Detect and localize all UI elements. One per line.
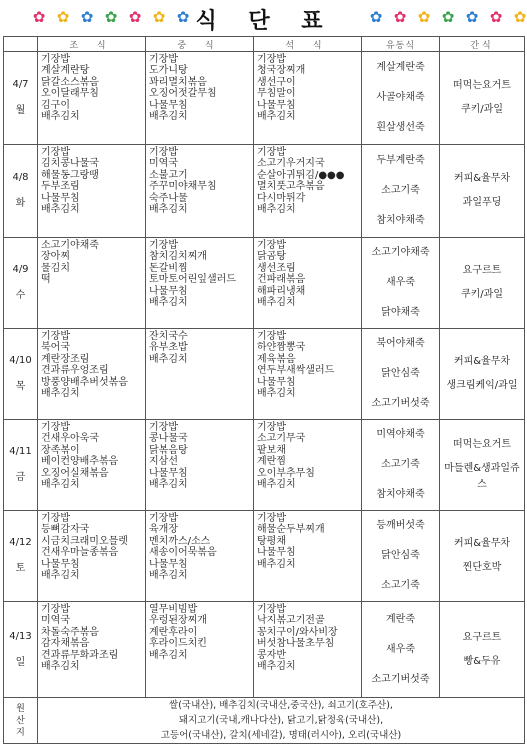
menu-item: 배추김치	[257, 203, 296, 215]
menu-item: 계란후라이	[149, 626, 198, 638]
menu-item: 나물무침	[257, 99, 296, 111]
menu-item: 견과류우엉조림	[41, 365, 109, 377]
liquid-item: 참치야채죽	[376, 215, 425, 226]
snack-item: 마들렌&생과일쥬스	[444, 463, 520, 490]
day-cell	[4, 602, 38, 698]
menu-item: 기장밥	[149, 422, 178, 433]
day-cell	[4, 420, 38, 511]
table-header-row	[4, 37, 525, 52]
snack-item: 생크림케익/과일	[446, 380, 518, 391]
date-label: 4/8	[12, 172, 29, 183]
breakfast-cell	[38, 145, 146, 238]
menu-item: 미역국	[41, 615, 70, 627]
weekday-label: 목	[15, 381, 26, 392]
liquid-item: 두부계란죽	[376, 155, 425, 166]
menu-item: 도가니탕	[149, 65, 188, 77]
flower-icon: ✿	[176, 8, 190, 26]
weekday-label: 월	[15, 105, 26, 116]
liquid-item: 새우죽	[386, 277, 415, 288]
date-label: 4/13	[9, 630, 32, 642]
lunch-cell	[146, 329, 254, 420]
liquid-cell	[362, 145, 440, 238]
menu-item: 떡	[41, 274, 51, 286]
snack-cell	[440, 329, 525, 420]
menu-item: 꽈리멸치볶음	[149, 76, 207, 88]
liquid-cell	[362, 602, 440, 698]
menu-item: 배추김치	[41, 110, 80, 122]
menu-item: 배추김치	[257, 387, 296, 399]
origin-text	[38, 698, 525, 744]
liquid-item: 등깨버섯죽	[376, 520, 425, 531]
menu-item: 유부초밥	[149, 342, 188, 354]
menu-item: 배추김치	[257, 478, 296, 490]
menu-item: 육개장	[149, 524, 178, 536]
liquid-cell	[362, 511, 440, 602]
dinner-cell	[254, 329, 362, 420]
menu-item: 나물무침	[149, 558, 188, 570]
menu-item: 열무비빔밥	[149, 604, 198, 615]
liquid-cell	[362, 420, 440, 511]
menu-item: 나물무침	[149, 99, 188, 111]
menu-item: 기장밥	[257, 54, 286, 65]
menu-item: 기장밥	[257, 422, 286, 433]
origin-line: 쌀(국내산), 배추김치(국내산,중국산), 쇠고기(호주산),	[169, 700, 393, 711]
header-liquid: 유동식	[362, 37, 440, 52]
weekday-label: 금	[15, 472, 26, 483]
weekday-label: 일	[15, 656, 26, 668]
menu-item: 우렁된장찌개	[149, 615, 207, 627]
menu-item: 기장밥	[41, 604, 70, 615]
lunch-cell	[146, 602, 254, 698]
menu-item: 나물무침	[257, 547, 296, 559]
weekday-label: 토	[15, 563, 26, 574]
liquid-item: 소고기버섯죽	[371, 673, 430, 685]
menu-item: 토마토어린잎샐러드	[149, 274, 236, 286]
menu-item: 등뼈감자국	[41, 524, 90, 536]
day-row	[4, 145, 525, 238]
snack-item: 커피&율무차	[453, 356, 511, 367]
menu-item: 콩나물국	[149, 433, 188, 445]
lunch-cell	[146, 145, 254, 238]
breakfast-cell	[38, 602, 146, 698]
menu-item: 기장밥	[41, 331, 70, 342]
menu-item: 계란장조림	[41, 353, 90, 365]
menu-item: 소고기무국	[257, 433, 306, 445]
menu-item: 물김치	[41, 262, 70, 274]
day-row	[4, 511, 525, 602]
menu-item: 미역국	[149, 158, 178, 170]
menu-item: 하얀짬뽕국	[257, 342, 306, 354]
breakfast-cell	[38, 238, 146, 329]
menu-item: 배추김치	[149, 110, 188, 122]
menu-item: 닭볶음탕	[149, 444, 188, 456]
snack-item: 과일푸딩	[462, 197, 502, 208]
flower-icon: ✿	[369, 8, 383, 26]
menu-item: 배추김치	[257, 296, 296, 308]
menu-item: 두부조림	[41, 181, 80, 193]
liquid-item: 소고기야채죽	[371, 247, 430, 258]
liquid-cell	[362, 52, 440, 145]
menu-item: 소고기야채죽	[41, 240, 99, 251]
weekday-label: 수	[15, 290, 26, 301]
menu-item: 시금치크래미오믈렛	[41, 535, 128, 547]
menu-item: 낙지볶고기전골	[257, 615, 325, 627]
menu-item: 감자채볶음	[41, 638, 90, 650]
liquid-item: 계란죽	[386, 613, 415, 625]
header-snack: 간식	[440, 37, 525, 52]
menu-item: 참치김치찌개	[149, 251, 207, 263]
flower-icon: ✿	[152, 8, 166, 26]
day-row	[4, 329, 525, 420]
flower-icon: ✿	[441, 8, 455, 26]
menu-item: 배추김치	[41, 478, 80, 490]
menu-item: 계란찜	[257, 456, 286, 468]
snack-cell	[440, 511, 525, 602]
liquid-item: 새우죽	[386, 643, 415, 655]
flower-icon: ✿	[56, 8, 70, 26]
menu-item: 나물무침	[41, 192, 80, 204]
menu-item: 기장밥	[149, 54, 178, 65]
flower-icon: ✿	[465, 8, 479, 26]
day-row	[4, 52, 525, 145]
page-title: 식 단 표	[195, 9, 335, 34]
flower-icon: ✿	[128, 8, 142, 26]
liquid-item: 북어야채죽	[376, 338, 425, 349]
date-label: 4/7	[12, 79, 29, 90]
menu-item: 지삼선	[149, 456, 178, 468]
origin-line: 돼지고기(국내,캐나다산), 닭고기,닭정육(국내산),	[178, 715, 384, 726]
menu-item: 차돌숙주볶음	[41, 626, 99, 638]
header-dinner: 석 식	[254, 37, 362, 52]
menu-item: 후라이드치킨	[149, 638, 207, 650]
menu-item: 소고기우거지국	[257, 158, 325, 170]
menu-item: 배추김치	[257, 558, 296, 570]
menu-item: 김구이	[41, 99, 70, 111]
menu-item: 기장밥	[257, 513, 286, 524]
header-lunch: 중 식	[146, 37, 254, 52]
snack-item: 떠먹는요거트	[453, 439, 511, 450]
menu-item: 방풍양배추버섯볶음	[41, 376, 128, 388]
menu-item: 기장밥	[257, 604, 286, 615]
menu-item: 팥보채	[257, 444, 286, 456]
snack-item: 커피&율무차	[453, 538, 511, 549]
liquid-item: 소고기죽	[381, 185, 420, 196]
snack-cell	[440, 238, 525, 329]
menu-item: 콩자반	[257, 649, 286, 661]
dinner-cell	[254, 52, 362, 145]
liquid-item: 사골야채죽	[376, 92, 425, 103]
menu-item: 기장밥	[41, 147, 70, 158]
flower-icon: ✿	[489, 8, 503, 26]
liquid-item: 소고기죽	[381, 580, 420, 591]
day-cell	[4, 238, 38, 329]
day-cell	[4, 52, 38, 145]
menu-item: 나물무침	[41, 558, 80, 570]
snack-item: 찐단호박	[462, 562, 502, 573]
header-blank	[4, 37, 38, 52]
menu-item: 새송이어묵볶음	[149, 547, 217, 559]
flower-decoration-right	[365, 6, 527, 28]
flower-icon: ✿	[104, 8, 118, 26]
breakfast-cell	[38, 329, 146, 420]
flower-icon: ✿	[32, 8, 46, 26]
menu-item: 나물무침	[149, 285, 188, 297]
menu-item: 버섯참나물초무침	[257, 638, 335, 650]
snack-item: 쿠키/과일	[460, 289, 503, 300]
date-label: 4/9	[12, 264, 29, 275]
liquid-item: 닭안심죽	[381, 368, 420, 379]
menu-item: 나물무침	[257, 376, 296, 388]
dinner-cell	[254, 238, 362, 329]
dinner-cell	[254, 145, 362, 238]
menu-item: 해물동그랑땡	[41, 169, 99, 181]
liquid-item: 미역야채죽	[376, 429, 425, 440]
menu-item: 주꾸미야채무침	[149, 181, 217, 193]
flower-icon: ✿	[393, 8, 407, 26]
menu-item: 나물무침	[149, 467, 188, 479]
menu-item: 배추김치	[149, 296, 188, 308]
snack-item: 쿠키/과일	[460, 104, 503, 115]
menu-item: 해물순두부찌개	[257, 524, 325, 536]
menu-item: 숙주나물	[149, 192, 188, 204]
lunch-cell	[146, 511, 254, 602]
menu-item: 다시마튀각	[257, 192, 306, 204]
snack-item: 요구르트	[462, 265, 502, 276]
menu-item: 장아찌	[41, 251, 70, 263]
breakfast-cell	[38, 420, 146, 511]
liquid-item: 닭안심죽	[381, 550, 420, 561]
menu-item: 소불고기	[149, 169, 188, 181]
menu-item: 닭곰탕	[257, 251, 286, 263]
liquid-item: 소고기죽	[381, 459, 420, 470]
menu-item: 오이부추무침	[257, 467, 315, 479]
flower-icon: ✿	[513, 8, 527, 26]
menu-item: 배추김치	[149, 649, 188, 661]
menu-item: 배추김치	[41, 569, 80, 581]
day-cell	[4, 511, 38, 602]
snack-item: 빵&두유	[463, 655, 501, 667]
day-row	[4, 420, 525, 511]
flower-icon: ✿	[80, 8, 94, 26]
menu-item: 기장밥	[257, 147, 286, 158]
menu-item: 배추김치	[41, 203, 80, 215]
menu-item: 멘치까스/소스	[149, 535, 211, 547]
menu-item: 계살계란탕	[41, 65, 90, 77]
day-cell	[4, 145, 38, 238]
menu-item: 무침말이	[257, 88, 296, 100]
liquid-item: 계살계란죽	[376, 62, 425, 73]
menu-item: 해파리냉채	[257, 285, 306, 297]
menu-item: 오징어실채볶음	[41, 467, 109, 479]
dinner-cell	[254, 602, 362, 698]
snack-cell	[440, 52, 525, 145]
menu-item: 건새우마늘종볶음	[41, 547, 119, 559]
menu-item: 기장밥	[41, 54, 70, 65]
menu-item: 기장밥	[149, 147, 178, 158]
liquid-item: 닭야채죽	[381, 307, 420, 318]
menu-item: 기장밥	[41, 513, 70, 524]
menu-item: 견과류무화과조림	[41, 649, 119, 661]
menu-item: 건새우아욱국	[41, 433, 99, 445]
liquid-item: 흰살생선죽	[376, 122, 425, 133]
snack-item: 요구르트	[462, 631, 502, 643]
header-breakfast: 조 식	[38, 37, 146, 52]
menu-item: 오징어젓갈무침	[149, 88, 217, 100]
snack-cell	[440, 145, 525, 238]
lunch-cell	[146, 238, 254, 329]
menu-item: 탕평채	[257, 535, 286, 547]
menu-item: 닭갈소스볶음	[41, 76, 99, 88]
menu-item: 장족볶이	[41, 444, 80, 456]
menu-item: 배추김치	[257, 660, 296, 672]
origin-row	[4, 698, 525, 744]
day-row	[4, 238, 525, 329]
menu-item: 배추김치	[41, 387, 80, 399]
liquid-cell	[362, 329, 440, 420]
menu-item: 북어국	[41, 342, 70, 354]
origin-line: 고등어(국내산), 갈치(세네갈), 명태(러시아), 오리(국내산)	[160, 730, 402, 741]
flower-icon: ✿	[417, 8, 431, 26]
lunch-cell	[146, 420, 254, 511]
menu-item: 배추김치	[257, 110, 296, 122]
menu-item: 기장밥	[257, 331, 286, 342]
menu-item: 건파래볶음	[257, 274, 306, 286]
day-row	[4, 602, 525, 698]
dinner-cell	[254, 420, 362, 511]
menu-item: 생선구이	[257, 76, 296, 88]
menu-item: 기장밥	[149, 513, 178, 524]
liquid-item: 참치야채죽	[376, 489, 425, 500]
menu-item: 배추김치	[149, 478, 188, 490]
liquid-cell	[362, 238, 440, 329]
menu-item: 연두부새싹샐러드	[257, 365, 335, 377]
menu-item: 배추김치	[149, 353, 188, 365]
menu-item: 잔치국수	[149, 331, 188, 342]
menu-item: 기장밥	[41, 422, 70, 433]
origin-label: 원산지	[4, 698, 38, 744]
menu-item: 제육볶음	[257, 353, 296, 365]
menu-item: 기장밥	[257, 240, 286, 251]
menu-item: 돈갈비찜	[149, 262, 188, 274]
liquid-item: 소고기버섯죽	[371, 398, 430, 409]
menu-item: 생선조림	[257, 262, 296, 274]
snack-item: 커피&율무차	[453, 173, 511, 184]
menu-item: 오이달래무침	[41, 88, 99, 100]
menu-item: 배추김치	[149, 203, 188, 215]
header	[0, 0, 527, 34]
weekday-label: 화	[15, 198, 26, 209]
lunch-cell	[146, 52, 254, 145]
snack-cell	[440, 420, 525, 511]
snack-item: 떠먹는요거트	[453, 80, 511, 91]
menu-item: 베이컨양배추볶음	[41, 456, 119, 468]
breakfast-cell	[38, 511, 146, 602]
menu-item: 순살아귀튀김/●●●	[257, 169, 345, 181]
breakfast-cell	[38, 52, 146, 145]
menu-item: 배추김치	[149, 569, 188, 581]
snack-cell	[440, 602, 525, 698]
menu-item: 기장밥	[149, 240, 178, 251]
meal-table	[3, 36, 525, 744]
menu-item: 김치콩나물국	[41, 158, 99, 170]
date-label: 4/11	[9, 446, 32, 457]
menu-item: 꽁치구이/와사비장	[257, 626, 338, 638]
date-label: 4/12	[9, 537, 32, 548]
menu-item: 배추김치	[41, 660, 80, 672]
date-label: 4/10	[9, 355, 32, 366]
dinner-cell	[254, 511, 362, 602]
menu-item: 청국장찌개	[257, 65, 306, 77]
menu-item: 멸치풋고추볶음	[257, 181, 325, 193]
day-cell	[4, 329, 38, 420]
